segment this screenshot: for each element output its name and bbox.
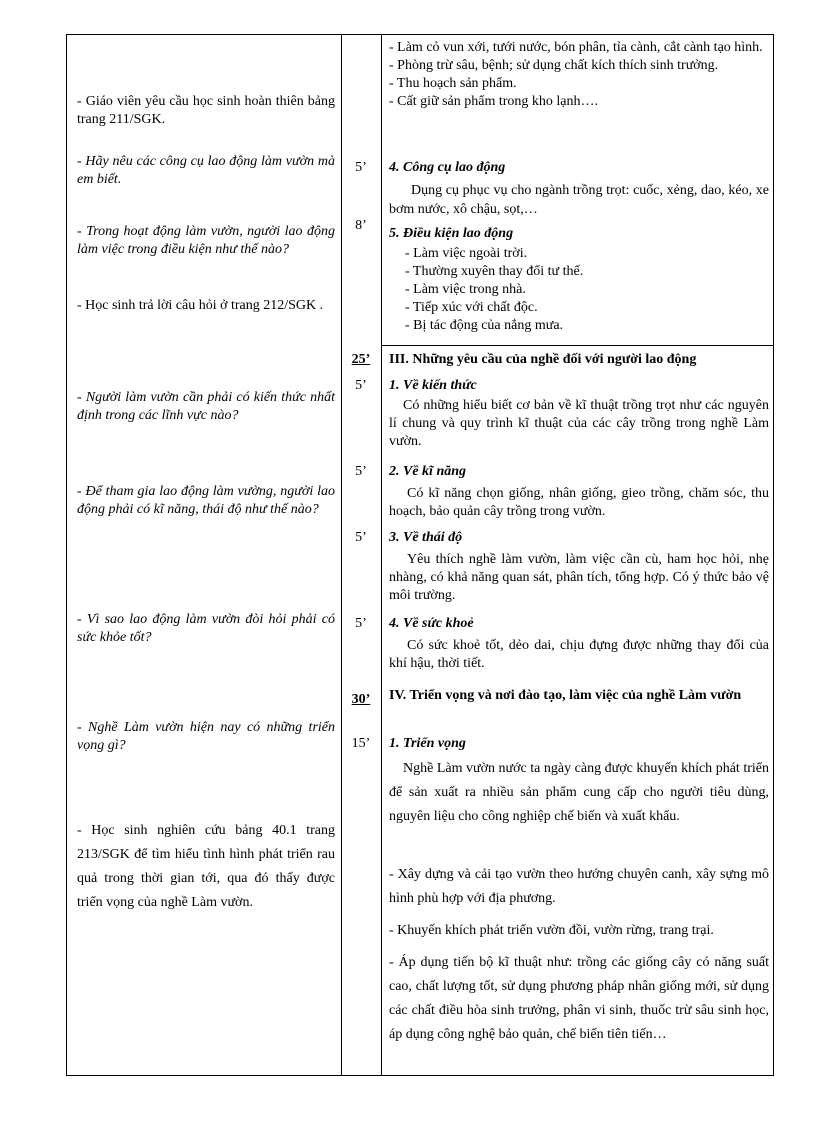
task-item: - Cất giữ sản phẩm trong kho lạnh….	[389, 94, 599, 109]
time-skills: 5’	[355, 464, 367, 479]
attitude-text: Yêu thích nghề làm vườn, làm việc cần cù, ham học hỏi, nhẹ nhàng, có khả năng quan sát, phân tích, tổng hợp. Có ý thức bảo vệ môi trường.	[389, 552, 769, 603]
task-item: - Thu hoạch sản phẩm.	[389, 76, 517, 91]
skills-text: Có kĩ năng chọn giống, nhân giống, gieo trồng, chăm sóc, thu hoạch, bảo quản cây trồng trong vườn.	[389, 486, 769, 519]
conditions-heading: 5. Điều kiện lao động	[389, 226, 514, 241]
activity-q4: - Học sinh trả lời câu hỏi ở trang 212/SGK .	[77, 298, 324, 313]
condition-item: - Làm việc trong nhà.	[405, 282, 526, 297]
section-separator	[381, 345, 773, 346]
task-item: - Phòng trừ sâu, bệnh; sử dụng chất kích thích sinh trưởng.	[389, 58, 719, 73]
prospects-item: - Áp dụng tiến bộ kĩ thuật như: trồng các giống cây có năng suất cao, chất lượng tốt, sử dụng phương pháp nhân giống mới, sử dụng các chất điều hòa sinh trưởng, phân vi sinh, thuốc trừ sâu sinh học, áp dụng công nghệ bảo quản, chế biến tiên tiến…	[389, 955, 769, 1042]
time-section-3: 25’	[351, 352, 371, 367]
prospects-item: - Xây dựng và cải tạo vườn theo hướng chuyên canh, xây sựng mô hình phù hợp với địa phương.	[389, 867, 769, 906]
activity-q6: - Để tham gia lao động làm vường, người lao động phải có kĩ năng, thái độ như thế nào?	[77, 484, 335, 517]
column-divider-left	[341, 35, 342, 1075]
time-health: 5’	[355, 616, 367, 631]
prospects-item: - Khuyến khích phát triển vườn đồi, vườn rừng, trang trại.	[389, 923, 714, 938]
attitude-heading: 3. Về thái độ	[389, 530, 463, 545]
condition-item: - Thường xuyên thay đổi tư thế.	[405, 264, 584, 279]
health-heading: 4. Về sức khoẻ	[389, 616, 474, 631]
activity-q3: - Trong hoạt động làm vườn, người lao động làm việc trong điều kiện như thế nào?	[77, 224, 335, 257]
time-knowledge: 5’	[355, 378, 367, 393]
prospects-heading: 1. Triển vọng	[389, 736, 466, 751]
lesson-table	[66, 34, 774, 1076]
activity-q1: - Giáo viên yêu cầu học sinh hoàn thiên bảng trang 211/SGK.	[77, 94, 335, 127]
tools-heading: 4. Công cụ lao động	[389, 160, 506, 175]
time-section-4: 30’	[351, 692, 371, 707]
activity-q5: - Người làm vườn cần phải có kiến thức nhất định trong các lĩnh vực nào?	[77, 390, 335, 423]
condition-item: - Làm việc ngoài trời.	[405, 246, 528, 261]
condition-item: - Tiếp xúc với chất độc.	[405, 300, 538, 315]
activity-q2: - Hãy nêu các công cụ lao động làm vườn mà em biết.	[77, 154, 335, 187]
task-list	[389, 39, 769, 111]
activity-q7: - Vì sao lao động làm vườn đòi hỏi phải có sức khỏe tốt?	[77, 612, 335, 645]
time-tools: 5’	[355, 160, 367, 175]
time-conditions: 8’	[355, 218, 367, 233]
task-item: - Làm cỏ vun xới, tưới nước, bón phân, tỉa cành, cắt cành tạo hình.	[389, 40, 763, 55]
activity-q8: - Nghề Làm vườn hiện nay có những triển vọng gì?	[77, 720, 335, 753]
column-divider-right	[381, 35, 382, 1075]
section-3-heading: III. Những yêu cầu của nghề đối với người lao động	[389, 352, 697, 367]
time-prospects: 15’	[351, 736, 371, 751]
condition-item: - Bị tác động của nắng mưa.	[405, 318, 564, 333]
knowledge-heading: 1. Về kiến thức	[389, 378, 477, 393]
tools-text: Dụng cụ phục vụ cho ngành trồng trọt: cuốc, xẻng, dao, kéo, xe bơm nước, xô chậu, sọt,…	[389, 183, 769, 217]
activity-q9: - Học sinh nghiên cứu bảng 40.1 trang 213/SGK để tìm hiểu tình hình phát triển rau quả trong thời gian tới, qua đó thấy được triển vọng của nghề Làm vườn.	[77, 823, 335, 910]
skills-heading: 2. Về kĩ năng	[389, 464, 467, 479]
health-text: Có sức khoẻ tốt, dẻo dai, chịu đựng được những thay đổi của khí hậu, thời tiết.	[389, 638, 769, 671]
section-4-heading: IV. Triển vọng và nơi đào tạo, làm việc của nghề Làm vườn	[389, 688, 742, 703]
time-attitude: 5’	[355, 530, 367, 545]
conditions-list	[389, 245, 769, 335]
prospects-paragraph: Nghề Làm vườn nước ta ngày càng được khuyến khích phát triển để sản xuất ra nhiều sản phẩm cung cấp cho người tiêu dùng, nguyên liệu cho công nghiệp chế biến và xuất khẩu.	[389, 761, 769, 824]
knowledge-text: Có những hiểu biết cơ bản về kĩ thuật trồng trọt như các nguyên lí chung và quy trình kĩ thuật của các cây trồng trong nghề Làm vườn.	[389, 398, 769, 449]
